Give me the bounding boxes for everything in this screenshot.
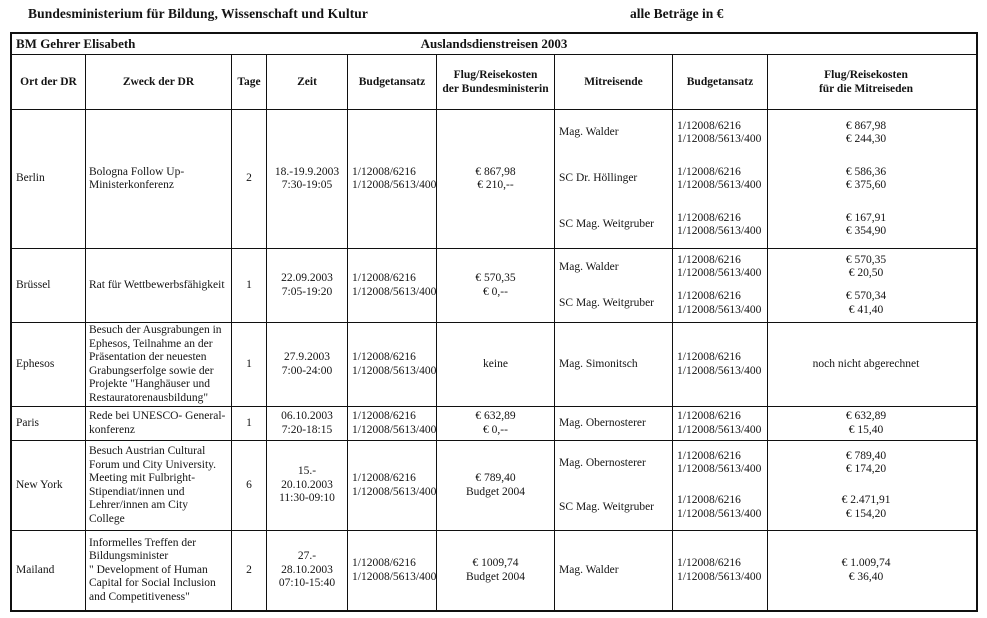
companion-budget	[673, 531, 767, 610]
column-header-3	[266, 55, 347, 109]
trip-row	[12, 110, 976, 249]
text-line: € 375,60	[845, 179, 887, 191]
text-line: Grabungserfolge sowie der	[89, 364, 214, 377]
companion-kosten	[768, 531, 964, 610]
text-line: SC Mag. Weitgruber	[559, 218, 655, 231]
minister-name: BM Gehrer Elisabeth	[16, 36, 136, 51]
cell-flugkosten-mitreisende	[767, 441, 964, 530]
text-line: 1/12008/5613/400	[352, 364, 437, 377]
text-line: Meeting mit Fulbright-	[89, 472, 196, 484]
text-line: € 174,20	[845, 463, 887, 476]
companion-kosten	[768, 323, 964, 406]
text-line: Ephesos, Teilnahme an der	[89, 337, 213, 350]
cell-budgetansatz	[347, 407, 436, 440]
text-line: SC Mag. Weitgruber	[559, 297, 655, 309]
companion-budget	[673, 486, 767, 531]
column-header-7	[672, 55, 767, 109]
column-header-8	[767, 55, 964, 109]
text-line: € 632,89	[475, 410, 516, 422]
currency-note: alle Beträge in €	[630, 6, 724, 21]
text-line: 1/12008/6216	[677, 119, 741, 132]
text-line: € 789,40	[475, 472, 516, 484]
text-line: 1/12008/6216	[677, 410, 741, 422]
column-header-4	[347, 55, 436, 109]
text-line: SC Mag. Weitgruber	[559, 501, 655, 513]
companion-kosten	[768, 286, 964, 323]
companion-name	[555, 531, 672, 610]
text-line: 2	[246, 172, 252, 185]
text-line: 1	[246, 416, 252, 429]
text-line: Budget 2004	[465, 485, 526, 498]
text-line: 7:05-19:20	[281, 285, 333, 298]
cell-tage	[231, 323, 266, 406]
text-line: € 210,--	[477, 179, 514, 191]
text-line: Mag. Simonitsch	[559, 357, 638, 370]
companion-name	[555, 202, 672, 248]
text-line: 28.10.2003	[281, 563, 333, 576]
text-line: € 354,90	[845, 225, 887, 237]
cell-zweck	[85, 110, 231, 248]
cell-budgetansatz	[347, 249, 436, 322]
text-line: 1/12008/6216	[677, 557, 741, 569]
trip-row	[12, 323, 976, 407]
table-title: Auslandsdienstreisen 2003	[420, 36, 568, 51]
companion-name	[555, 156, 672, 202]
companion-kosten	[768, 441, 964, 486]
cell-mitreisende	[554, 531, 672, 610]
text-line: 1/12008/6216	[677, 449, 741, 462]
text-line: 1/12008/5613/400	[677, 507, 762, 520]
text-line: Berlin	[16, 172, 45, 185]
text-line: Budget 2004	[465, 570, 526, 583]
text-line: € 154,20	[845, 507, 887, 520]
text-line: College	[89, 512, 125, 525]
text-line: 1/12008/6216	[352, 165, 416, 178]
text-line: 7:00-24:00	[281, 364, 333, 377]
column-header-row	[12, 55, 976, 110]
text-line: 1/12008/5613/400	[677, 225, 762, 237]
text-line: 1/12008/6216	[677, 290, 741, 303]
cell-tage	[231, 110, 266, 248]
cell-ort	[12, 407, 85, 440]
companion-kosten	[768, 110, 964, 156]
text-line: Lehrer/innen am City	[89, 499, 188, 511]
companion-name	[555, 407, 672, 440]
companion-kosten	[768, 407, 964, 440]
text-line: 1/12008/5613/400	[677, 267, 762, 280]
text-line: Mag. Walder	[559, 563, 619, 576]
text-line: Bildungsminister	[89, 550, 169, 563]
cell-ort	[12, 531, 85, 610]
text-line: Mitreisende	[584, 76, 643, 88]
cell-budgetansatz	[347, 110, 436, 248]
text-line: € 20,50	[848, 267, 884, 280]
text-line: keine	[483, 357, 508, 370]
cell-budgetansatz-mitreisende	[672, 441, 767, 530]
text-line: Mag. Walder	[559, 260, 619, 273]
cell-zweck	[85, 441, 231, 530]
text-line: Restauratorenausbildung"	[89, 391, 209, 404]
text-line: 1/12008/5613/400	[677, 364, 762, 377]
companion-budget	[673, 202, 767, 248]
text-line: € 867,98	[845, 119, 887, 132]
companion-budget	[673, 441, 767, 486]
text-line: 1/12008/5613/400	[352, 179, 437, 191]
cell-ort	[12, 110, 85, 248]
companion-kosten	[768, 156, 964, 202]
text-line: New York	[16, 478, 63, 491]
text-line: 1/12008/5613/400	[352, 485, 437, 498]
text-line: Capital for Social Inclusion	[89, 577, 216, 590]
text-line: 1/12008/6216	[677, 165, 741, 178]
cell-budgetansatz	[347, 531, 436, 610]
column-header-0	[12, 55, 85, 109]
text-line: Projekte "Hanghäuser und	[89, 378, 210, 390]
companion-kosten	[768, 202, 964, 248]
companion-budget	[673, 110, 767, 156]
text-line: € 1.009,74	[841, 557, 891, 569]
cell-flugkosten-mitreisende	[767, 110, 964, 248]
text-line: " Development of Human	[89, 563, 208, 576]
text-line: and Competitiveness"	[89, 590, 190, 603]
text-line: Bologna Follow Up-	[89, 165, 185, 178]
table-title-row	[12, 34, 976, 55]
text-line: 1/12008/6216	[352, 472, 416, 484]
text-line: 1/12008/6216	[677, 494, 741, 507]
text-line: Präsentation der neuesten	[89, 351, 207, 363]
text-line: Budgetansatz	[358, 76, 426, 88]
text-line: 11:30-09:10	[279, 492, 335, 505]
trip-row	[12, 441, 976, 531]
text-line: € 2.471,91	[841, 494, 891, 507]
companion-budget	[673, 286, 767, 323]
text-line: 1/12008/5613/400	[677, 423, 762, 436]
column-header-2	[231, 55, 266, 109]
page-header	[0, 6, 987, 28]
text-line: Ministerkonferenz	[89, 179, 174, 191]
cell-mitreisende	[554, 323, 672, 406]
cell-budgetansatz-mitreisende	[672, 531, 767, 610]
text-line: Flug/Reisekosten	[824, 69, 908, 81]
cell-budgetansatz	[347, 441, 436, 530]
text-line: 1/12008/6216	[677, 253, 741, 266]
text-line: € 244,30	[845, 133, 887, 145]
text-line: Brüssel	[16, 278, 51, 291]
table-body	[12, 110, 976, 610]
cell-zweck	[85, 323, 231, 406]
companion-kosten	[768, 249, 964, 286]
companion-budget	[673, 249, 767, 286]
text-line: Flug/Reisekosten	[453, 69, 538, 81]
cell-flugkosten-bm	[436, 407, 554, 440]
cell-budgetansatz-mitreisende	[672, 323, 767, 406]
cell-flugkosten-mitreisende	[767, 323, 964, 406]
text-line: 20.10.2003	[281, 478, 333, 491]
ministry-title: Bundesministerium für Bildung, Wissenschaft und Kultur	[28, 6, 368, 21]
text-line: Mailand	[16, 563, 55, 576]
text-line: 1/12008/5613/400	[352, 285, 437, 298]
column-header-5	[436, 55, 554, 109]
trip-row	[12, 407, 976, 441]
text-line: 1/12008/5613/400	[677, 303, 762, 316]
text-line: SC Dr. Höllinger	[559, 172, 638, 185]
cell-tage	[231, 407, 266, 440]
cell-budgetansatz-mitreisende	[672, 249, 767, 322]
text-line: Mag. Obernosterer	[559, 456, 646, 469]
text-line: 1/12008/5613/400	[677, 133, 762, 145]
companion-budget	[673, 156, 767, 202]
text-line: € 789,40	[845, 449, 887, 462]
cell-flugkosten-bm	[436, 323, 554, 406]
text-line: Paris	[16, 416, 39, 429]
text-line: 1/12008/6216	[677, 351, 741, 363]
companion-name	[555, 441, 672, 486]
cell-flugkosten-bm	[436, 249, 554, 322]
text-line: Budgetansatz	[686, 76, 754, 88]
cell-zeit	[266, 531, 347, 610]
cell-zweck	[85, 531, 231, 610]
cell-zeit	[266, 323, 347, 406]
text-line: 7:30-19:05	[281, 179, 333, 191]
text-line: Zeit	[297, 76, 317, 88]
cell-ort	[12, 323, 85, 406]
text-line: 1/12008/5613/400	[677, 463, 762, 476]
cell-flugkosten-mitreisende	[767, 249, 964, 322]
text-line: für die Mitreiseden	[818, 83, 914, 95]
text-line: 27.-	[297, 550, 317, 563]
cell-budgetansatz-mitreisende	[672, 110, 767, 248]
cell-tage	[231, 531, 266, 610]
companion-name	[555, 110, 672, 156]
cell-flugkosten-mitreisende	[767, 531, 964, 610]
cell-mitreisende	[554, 110, 672, 248]
companion-budget	[673, 323, 767, 406]
text-line: 1/12008/6216	[352, 410, 416, 422]
text-line: € 570,35	[845, 253, 887, 266]
text-line: 1/12008/6216	[352, 351, 416, 363]
companion-name	[555, 323, 672, 406]
trips-table	[10, 32, 978, 612]
text-line: Ephesos	[16, 357, 55, 370]
cell-flugkosten-bm	[436, 441, 554, 530]
column-header-6	[554, 55, 672, 109]
text-line: 1/12008/5613/400	[677, 570, 762, 583]
cell-budgetansatz-mitreisende	[672, 407, 767, 440]
text-line: 1/12008/5613/400	[352, 423, 437, 436]
text-line: Ort der DR	[20, 76, 77, 88]
text-line: € 0,--	[483, 423, 508, 436]
text-line: € 570,34	[845, 290, 887, 303]
cell-tage	[231, 249, 266, 322]
cell-mitreisende	[554, 441, 672, 530]
text-line: 1/12008/5613/400	[352, 570, 437, 583]
cell-zeit	[266, 249, 347, 322]
text-line: Besuch der Ausgrabungen in	[89, 324, 222, 336]
text-line: 07:10-15:40	[278, 577, 336, 590]
cell-zweck	[85, 407, 231, 440]
cell-ort	[12, 249, 85, 322]
text-line: 27.9.2003	[284, 351, 330, 363]
cell-zeit	[266, 441, 347, 530]
text-line: 18.-19.9.2003	[274, 165, 340, 178]
text-line: 1/12008/6216	[352, 272, 416, 284]
trip-row	[12, 531, 976, 610]
companion-budget	[673, 407, 767, 440]
text-line: 22.09.2003	[281, 272, 333, 284]
text-line: € 167,91	[845, 211, 887, 224]
text-line: Rat für Wettbewerbsfähigkeit	[89, 278, 225, 291]
cell-mitreisende	[554, 249, 672, 322]
text-line: € 0,--	[483, 285, 508, 298]
text-line: € 15,40	[848, 423, 884, 436]
text-line: Stipendiat/innen und	[89, 485, 185, 498]
trip-row	[12, 249, 976, 323]
text-line: Tage	[237, 76, 261, 88]
cell-zeit	[266, 110, 347, 248]
text-line: 1/12008/6216	[677, 211, 741, 224]
cell-zeit	[266, 407, 347, 440]
cell-flugkosten-bm	[436, 531, 554, 610]
text-line: 1	[246, 357, 252, 370]
text-line: 06.10.2003	[281, 410, 333, 422]
text-line: 1	[246, 278, 252, 291]
text-line: Besuch Austrian Cultural	[89, 445, 206, 457]
text-line: konferenz	[89, 423, 135, 436]
text-line: € 586,36	[845, 165, 887, 178]
cell-ort	[12, 441, 85, 530]
text-line: € 41,40	[848, 303, 884, 316]
cell-tage	[231, 441, 266, 530]
text-line: Zweck der DR	[122, 76, 195, 88]
cell-mitreisende	[554, 407, 672, 440]
text-line: Rede bei UNESCO- General-	[89, 410, 226, 422]
text-line: 1/12008/6216	[352, 557, 416, 569]
text-line: € 570,35	[475, 272, 516, 284]
text-line: Forum und City University.	[89, 458, 217, 471]
text-line: Mag. Walder	[559, 126, 619, 139]
companion-name	[555, 486, 672, 531]
text-line: € 36,40	[848, 570, 884, 583]
companion-name	[555, 286, 672, 323]
text-line: 7:20-18:15	[281, 423, 333, 436]
text-line: € 632,89	[845, 410, 887, 422]
text-line: 15.-	[297, 465, 317, 478]
column-header-1	[85, 55, 231, 109]
cell-flugkosten-bm	[436, 110, 554, 248]
text-line: 6	[246, 478, 252, 491]
text-line: der Bundesministerin	[442, 83, 549, 95]
text-line: Mag. Obernosterer	[559, 416, 646, 429]
text-line: Informelles Treffen der	[89, 536, 197, 549]
cell-zweck	[85, 249, 231, 322]
text-line: € 1009,74	[472, 557, 519, 569]
text-line: € 867,98	[475, 165, 516, 178]
companion-kosten	[768, 486, 964, 531]
cell-flugkosten-mitreisende	[767, 407, 964, 440]
companion-name	[555, 249, 672, 286]
text-line: noch nicht abgerechnet	[812, 357, 920, 370]
cell-budgetansatz	[347, 323, 436, 406]
text-line: 1/12008/5613/400	[677, 179, 762, 191]
text-line: 2	[246, 563, 252, 576]
